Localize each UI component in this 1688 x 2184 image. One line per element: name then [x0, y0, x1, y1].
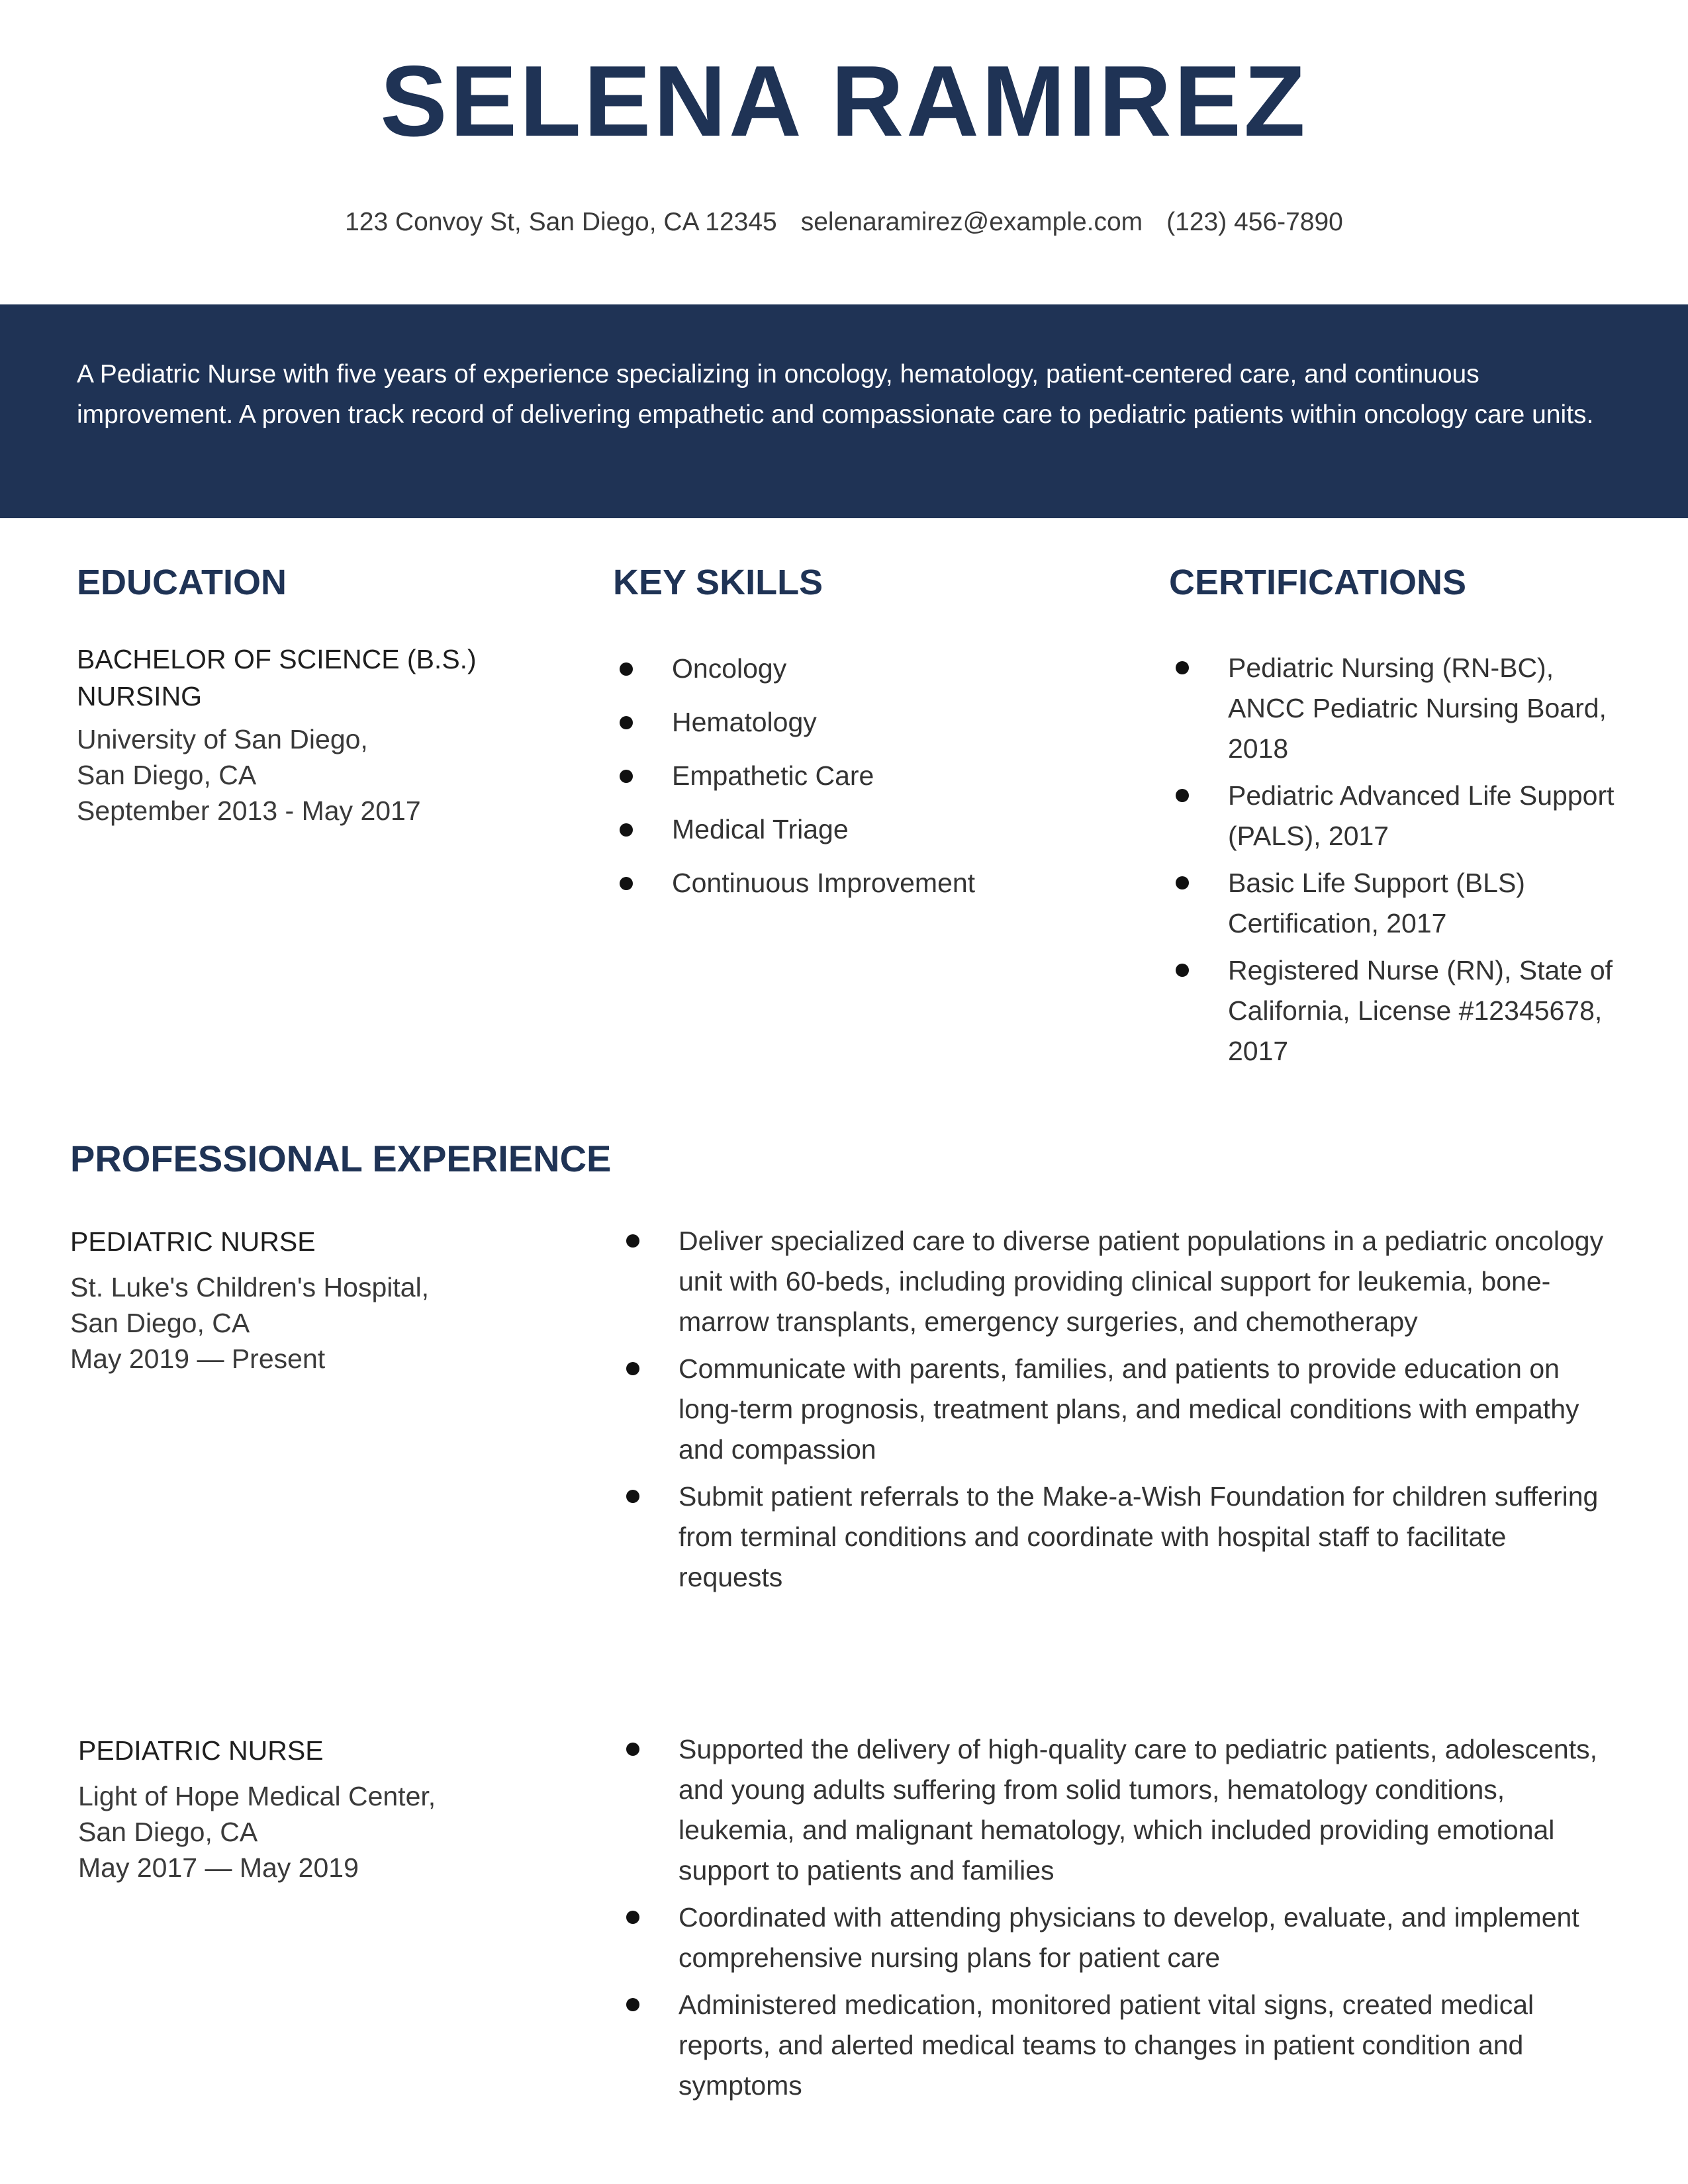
- bullet-icon: [626, 1743, 639, 1756]
- education-degree: BACHELOR OF SCIENCE (B.S.) NURSING: [77, 644, 477, 711]
- job-location: San Diego, CA: [78, 1817, 258, 1847]
- phone: (123) 456-7890: [1166, 208, 1343, 236]
- job-bullet: Submit patient referrals to the Make-a-Wish Foundation for children suffering from terminal conditions and coordinate with hospital staff to facilitate requests: [618, 1477, 1605, 1598]
- skills-heading: KEY SKILLS: [613, 563, 823, 602]
- job-bullet: Deliver specialized care to diverse patient populations in a pediatric oncology unit with 60-beds, including providing clinical support for leukemia, bone-marrow transplants, emergency surgeries, and chemotherapy: [618, 1221, 1605, 1342]
- job-bullet: Supported the delivery of high-quality care to pediatric patients, adolescents, and young adults suffering from solid tumors, hematology conditions, leukemia, and malignant hematology, which included providing emotional support to patients and families: [618, 1729, 1605, 1891]
- skill-item: Continuous Improvement: [612, 865, 1115, 901]
- skills-list: [612, 651, 1115, 919]
- education-heading: EDUCATION: [77, 563, 287, 602]
- bullet-icon: [1176, 964, 1189, 977]
- bullet-icon: [620, 823, 633, 837]
- certification-item: Registered Nurse (RN), State of California, License #12345678, 2017: [1168, 950, 1631, 1071]
- experience-heading: PROFESSIONAL EXPERIENCE: [70, 1138, 612, 1179]
- job-bullet: Administered medication, monitored patient vital signs, created medical reports, and alerted medical teams to changes in patient condition and symptoms: [618, 1985, 1605, 2106]
- job-employer: Light of Hope Medical Center,: [78, 1781, 436, 1811]
- address: 123 Convoy St, San Diego, CA 12345: [345, 208, 777, 236]
- bullet-icon: [626, 1998, 639, 2011]
- email: selenaramirez@example.com: [800, 208, 1143, 236]
- job-bullet: Coordinated with attending physicians to develop, evaluate, and implement comprehensive nursing plans for patient care: [618, 1897, 1605, 1978]
- job-dates: May 2017 — May 2019: [78, 1852, 359, 1883]
- skill-item: Hematology: [612, 704, 1115, 740]
- certifications-list: [1168, 648, 1631, 1078]
- bullet-icon: [620, 877, 633, 890]
- certification-item: Basic Life Support (BLS) Certification, 2017: [1168, 863, 1631, 944]
- bullet-icon: [626, 1362, 639, 1375]
- job-location: San Diego, CA: [70, 1308, 250, 1338]
- bullet-icon: [1176, 789, 1189, 802]
- job-title: PEDIATRIC NURSE: [70, 1226, 316, 1257]
- certification-item: Pediatric Advanced Life Support (PALS), 2017: [1168, 776, 1631, 856]
- skill-item: Oncology: [612, 651, 1115, 686]
- education-location: San Diego, CA: [77, 760, 257, 790]
- job-employer: St. Luke's Children's Hospital,: [70, 1272, 430, 1302]
- candidate-name: SELENA RAMIREZ: [380, 45, 1308, 158]
- bullet-icon: [626, 1490, 639, 1503]
- bullet-icon: [620, 770, 633, 783]
- education-dates: September 2013 - May 2017: [77, 796, 421, 826]
- bullet-icon: [620, 662, 633, 676]
- bullet-icon: [1176, 661, 1189, 674]
- certifications-heading: CERTIFICATIONS: [1169, 563, 1466, 602]
- contact-line: [0, 203, 1688, 242]
- bullet-icon: [1176, 876, 1189, 889]
- education-school: University of San Diego,: [77, 724, 368, 754]
- job-bullets: [618, 1221, 1605, 1604]
- job-title: PEDIATRIC NURSE: [78, 1735, 324, 1766]
- bullet-icon: [620, 716, 633, 729]
- job-bullets: [618, 1729, 1605, 2113]
- bullet-icon: [626, 1234, 639, 1248]
- job-bullet: Communicate with parents, families, and patients to provide education on long-term prognosis, treatment plans, and medical conditions with empathy and compassion: [618, 1349, 1605, 1470]
- summary-text: A Pediatric Nurse with five years of experience specializing in oncology, hematology, patient-centered care, and continuous improvement. A proven track record of delivering empathetic and compassionate care to pediatric patients within oncology care units.: [77, 360, 1594, 429]
- skill-item: Empathetic Care: [612, 758, 1115, 794]
- job-dates: May 2019 — Present: [70, 1343, 326, 1374]
- skill-item: Medical Triage: [612, 811, 1115, 847]
- bullet-icon: [626, 1911, 639, 1924]
- certification-item: Pediatric Nursing (RN-BC), ANCC Pediatric Nursing Board, 2018: [1168, 648, 1631, 769]
